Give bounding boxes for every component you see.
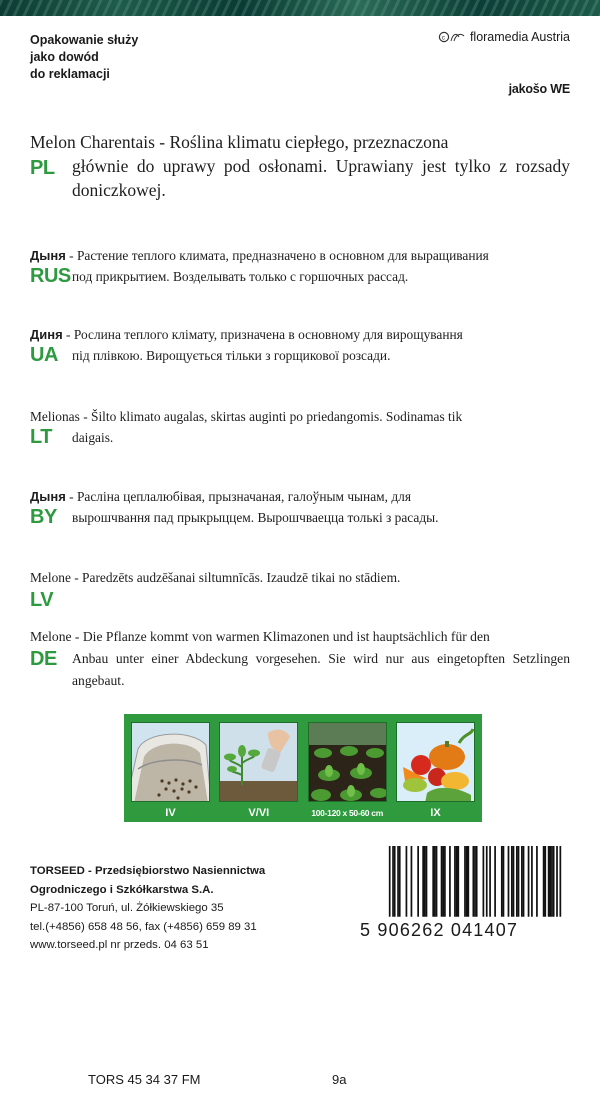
barcode-bar (523, 846, 525, 917)
description-continuation: Anbau unter einer Abdeckung vorgesehen. Sie wird nur aus eingetopften Setzlingen angebaut. (72, 651, 570, 688)
barcode-bar (513, 846, 515, 917)
company-info (30, 862, 265, 955)
barcode-bar (521, 846, 523, 917)
ean-barcode (360, 846, 572, 942)
complaint-line: Opakowanie służy (30, 33, 139, 47)
description-lt (30, 406, 570, 448)
product-name: Дыня (30, 489, 66, 504)
barcode-bar (417, 846, 419, 917)
barcode-bar (516, 846, 518, 917)
barcode-bar (549, 846, 551, 917)
description-line: - Рослина теплого клімату, призначена в основному для вирощування (62, 327, 463, 342)
barcode-bar (389, 846, 391, 917)
description-continuation: під плівкою. Вирощується тільки з горщикової розсади. (72, 348, 391, 363)
barcode-bar (424, 846, 426, 917)
barcode-bar (511, 846, 513, 917)
barcode-bar (441, 846, 443, 917)
description-by (30, 486, 570, 528)
product-name: Диня (30, 327, 63, 342)
step-sowing-under-cover (131, 722, 210, 819)
description-text (30, 324, 570, 366)
barcode-bar (464, 846, 466, 917)
barcode-bar (457, 846, 459, 917)
barcode-bar (426, 846, 428, 917)
barcode-bar (486, 846, 488, 917)
barcode-bar (553, 846, 555, 917)
complaint-line: jako dowód (30, 50, 99, 64)
product-code: TORS 45 34 37 FM (88, 1072, 201, 1087)
quality-mark: jakošo WE (508, 82, 570, 96)
description-lv (30, 567, 570, 611)
product-name: Melon Charentais (30, 132, 155, 152)
description-ua (30, 324, 570, 366)
svg-text:c: c (441, 34, 445, 42)
description-text (30, 130, 570, 202)
barcode-bar (397, 846, 399, 917)
company-website: www.torseed.pl nr przeds. 04 63 51 (30, 939, 209, 951)
barcode-bar (432, 846, 434, 917)
barcode-bar (466, 846, 468, 917)
company-phone: tel.(+4856) 658 48 56, fax (+4856) 659 89 31 (30, 920, 257, 933)
language-code-lt: LT (30, 426, 52, 448)
barcode-bar (456, 846, 458, 917)
barcode-bar (467, 846, 469, 917)
barcode-bar (536, 846, 538, 917)
step-label: IX (430, 807, 441, 819)
product-name: Дыня (30, 248, 66, 263)
barcode-bar (411, 846, 413, 917)
description-line: - Die Pflanze kommt von warmen Klimazonen und ist hauptsächlich für den (71, 629, 490, 644)
barcode-bar (531, 846, 533, 917)
description-text (30, 486, 570, 528)
cultivation-steps-panel (124, 714, 482, 822)
description-continuation: głównie do uprawy pod osłonami. Uprawiany jest tylko z rozsady doniczkowej. (72, 156, 570, 200)
product-name: Melone (30, 570, 71, 585)
barcode-digits: 5 906262 041407 (360, 920, 519, 940)
language-code-pl: PL (30, 157, 55, 179)
edition-number: 9a (332, 1072, 347, 1087)
description-continuation: вырошчвання пад прыкрыццем. Вырошчваецца толькі з расады. (72, 510, 439, 525)
description-pl (30, 130, 570, 202)
description-continuation: daigais. (72, 430, 114, 445)
barcode-bar (503, 846, 505, 917)
harvest-vegetables-icon (396, 722, 475, 802)
barcode-bar (494, 846, 496, 917)
description-de (30, 626, 570, 692)
step-planting-out (219, 722, 298, 819)
barcode-bar (483, 846, 485, 917)
description-text (30, 406, 570, 448)
barcode-bar (422, 846, 424, 917)
barcode-bar (472, 846, 474, 917)
plant-spacing-icon (308, 722, 387, 802)
top-decorative-strip (0, 0, 600, 16)
description-text (30, 626, 570, 692)
barcode-bar (508, 846, 510, 917)
company-address: PL-87-100 Toruń, ul. Żółkiewskiego 35 (30, 902, 224, 914)
barcode-bar (551, 846, 553, 917)
step-label: 100-120 x 50-60 cm (311, 808, 383, 818)
complaint-notice (30, 32, 138, 83)
description-line: - Растение теплого климата, предназначено в основном для выращивания (65, 248, 489, 263)
description-line: - Roślina klimatu ciepłego, przeznaczona (154, 132, 449, 152)
barcode-bar (436, 846, 438, 917)
description-line: - Šilto klimato augalas, skirtas auginti po priedangomis. Sodinamas tik (79, 409, 463, 424)
description-rus (30, 245, 570, 287)
barcode-bar (406, 846, 408, 917)
steps-row (131, 722, 475, 819)
barcode-bar (559, 846, 561, 917)
barcode-bars (380, 846, 570, 924)
company-name: TORSEED - Przedsiębiorstwo Nasiennictwa (30, 865, 266, 877)
language-code-ua: UA (30, 344, 58, 366)
barcode-bar (434, 846, 436, 917)
description-text (30, 567, 570, 588)
language-code-lv: LV (30, 589, 54, 611)
barcode-bar (543, 846, 545, 917)
barcode-bar (442, 846, 444, 917)
barcode-bar (394, 846, 396, 917)
step-harvest (396, 722, 475, 819)
barcode-bar (544, 846, 546, 917)
description-text (30, 245, 570, 287)
description-line: - Paredzēts audzēšanai siltumnīcās. Izaudzē tikai no stādiem. (70, 570, 401, 585)
barcode-bar (454, 846, 456, 917)
barcode-bar (476, 846, 478, 917)
description-line: - Расліна цеплалюбівая, прызначаная, галоўным чынам, для (65, 489, 411, 504)
barcode-bar (548, 846, 550, 917)
language-code-de: DE (30, 648, 57, 670)
product-name: Melionas (30, 409, 80, 424)
photo-credit (438, 30, 570, 44)
barcode-bar (444, 846, 446, 917)
language-code-rus: RUS (30, 265, 71, 287)
barcode-bar (399, 846, 401, 917)
barcode-bar (556, 846, 558, 917)
complaint-line: do reklamacji (30, 67, 110, 81)
barcode-bar (518, 846, 520, 917)
language-code-by: BY (30, 506, 57, 528)
description-continuation: под прикрытием. Возделывать только с горшочных рассад. (72, 269, 409, 284)
barcode-bar (449, 846, 451, 917)
barcode-bar (489, 846, 491, 917)
step-label: IV (165, 807, 176, 819)
step-spacing (308, 722, 387, 819)
barcode-bar (392, 846, 394, 917)
copyright-logo-icon (438, 31, 466, 43)
greenhouse-tunnel-icon (131, 722, 210, 802)
top-strip-texture (0, 0, 600, 16)
transplant-seedling-icon (219, 722, 298, 802)
barcode-bar (474, 846, 476, 917)
product-name: Melone (30, 629, 72, 644)
credit-text: floramedia Austria (469, 30, 570, 44)
step-label: V/VI (248, 807, 270, 819)
barcode-bar (528, 846, 530, 917)
company-name-continued: Ogrodniczego i Szkółkarstwa S.A. (30, 883, 214, 896)
barcode-bar (501, 846, 503, 917)
